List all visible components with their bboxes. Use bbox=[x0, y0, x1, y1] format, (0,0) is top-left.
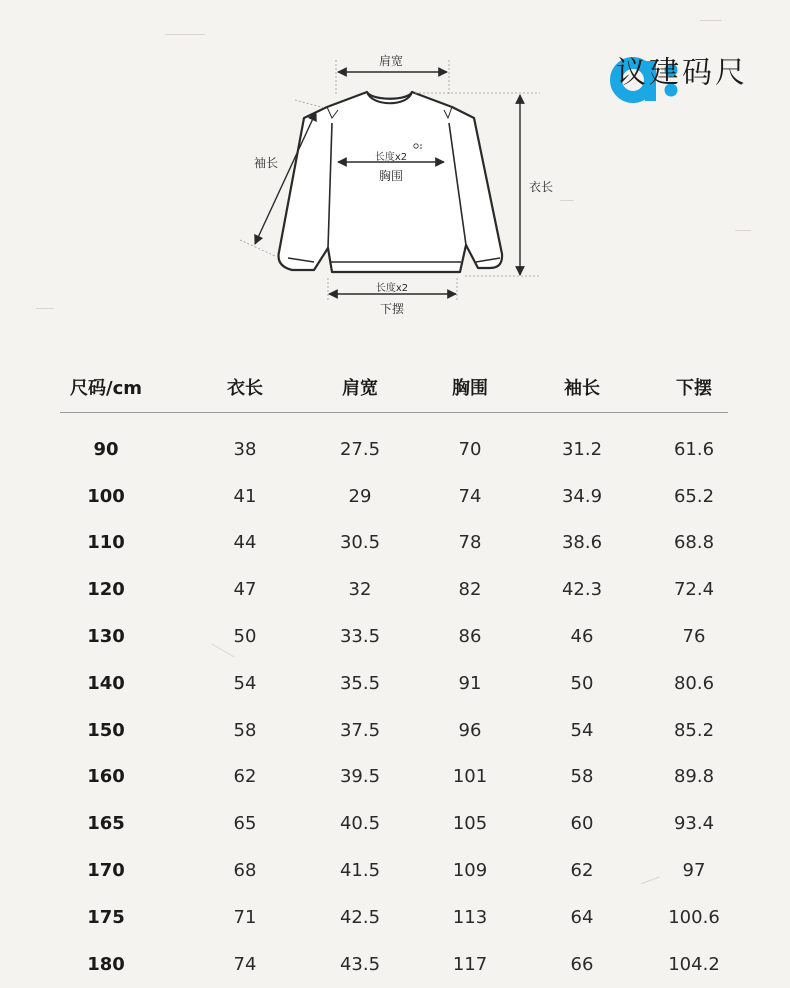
measurement-cell: 54 bbox=[570, 719, 594, 741]
table-row bbox=[60, 660, 728, 707]
measurement-cell: 74 bbox=[233, 953, 257, 975]
body-length-label: 衣长 bbox=[528, 180, 554, 194]
size-cell: 175 bbox=[87, 906, 125, 928]
column-header: 袖长 bbox=[564, 378, 600, 399]
table-body bbox=[60, 413, 728, 988]
table-row bbox=[60, 613, 728, 660]
size-cell: 120 bbox=[87, 579, 125, 601]
column-header: 下摆 bbox=[676, 378, 712, 399]
measurement-cell: 97 bbox=[682, 860, 706, 882]
size-cell: 90 bbox=[93, 438, 119, 460]
measurement-cell: 34.9 bbox=[561, 485, 603, 507]
measurement-cell: 27.5 bbox=[339, 438, 381, 460]
measurement-cell: 40.5 bbox=[339, 813, 381, 835]
column-header: 肩宽 bbox=[342, 378, 378, 399]
measurement-cell: 68.8 bbox=[673, 532, 715, 554]
measurement-cell: 85.2 bbox=[673, 719, 715, 741]
measurement-cell: 72.4 bbox=[673, 579, 715, 601]
chest-multiplier-note: 长度x2 bbox=[374, 152, 408, 163]
size-cell: 180 bbox=[87, 953, 125, 975]
measurement-cell: 58 bbox=[233, 719, 257, 741]
hem-label: 下摆 bbox=[379, 302, 405, 316]
size-cell: 140 bbox=[87, 672, 125, 694]
measurement-cell: 117 bbox=[452, 953, 488, 975]
table-row bbox=[60, 566, 728, 613]
table-row bbox=[60, 847, 728, 894]
table-row bbox=[60, 800, 728, 847]
measurement-cell: 42.3 bbox=[561, 579, 603, 601]
measurement-cell: 80.6 bbox=[673, 672, 715, 694]
measurement-cell: 32 bbox=[348, 579, 372, 601]
measurement-cell: 78 bbox=[458, 532, 482, 554]
measurement-cell: 38 bbox=[233, 438, 257, 460]
chest-label: 胸围 bbox=[378, 169, 404, 183]
measurement-cell: 68 bbox=[233, 860, 257, 882]
measurement-cell: 60 bbox=[570, 813, 594, 835]
size-guide-title: 尺码建议 bbox=[610, 56, 744, 87]
column-header: 衣长 bbox=[227, 378, 263, 399]
measurement-cell: 44 bbox=[233, 532, 257, 554]
measurement-cell: 76 bbox=[682, 626, 706, 648]
measurement-cell: 47 bbox=[233, 579, 257, 601]
measurement-cell: 105 bbox=[452, 813, 488, 835]
measurement-cell: 50 bbox=[233, 626, 257, 648]
size-cell: 150 bbox=[87, 719, 125, 741]
measurement-cell: 31.2 bbox=[561, 438, 603, 460]
size-cell: 170 bbox=[87, 860, 125, 882]
measurement-cell: 62 bbox=[233, 766, 257, 788]
table-row bbox=[60, 941, 728, 988]
measurement-cell: 54 bbox=[233, 672, 257, 694]
measurement-cell: 41 bbox=[233, 485, 257, 507]
sleeve-length-label: 袖长 bbox=[253, 156, 279, 170]
measurement-cell: 62 bbox=[570, 860, 594, 882]
table-row bbox=[60, 473, 728, 520]
measurement-cell: 37.5 bbox=[339, 719, 381, 741]
hem-multiplier-note: 长度x2 bbox=[375, 283, 409, 294]
measurement-cell: 46 bbox=[570, 626, 594, 648]
measurement-cell: 65.2 bbox=[673, 485, 715, 507]
measurement-cell: 64 bbox=[570, 906, 594, 928]
table-row bbox=[60, 426, 728, 473]
measurement-cell: 86 bbox=[458, 626, 482, 648]
measurement-cell: 71 bbox=[233, 906, 257, 928]
measurement-cell: 39.5 bbox=[339, 766, 381, 788]
measurement-cell: 109 bbox=[452, 860, 488, 882]
measurement-cell: 35.5 bbox=[339, 672, 381, 694]
shoulder-width-label: 肩宽 bbox=[378, 54, 404, 68]
size-table bbox=[60, 362, 728, 988]
table-row bbox=[60, 707, 728, 754]
measurement-cell: 43.5 bbox=[339, 953, 381, 975]
size-cell: 130 bbox=[87, 626, 125, 648]
size-cell: 165 bbox=[87, 813, 125, 835]
measurement-cell: 41.5 bbox=[339, 860, 381, 882]
size-cell: 160 bbox=[87, 766, 125, 788]
measurement-cell: 91 bbox=[458, 672, 482, 694]
measurement-cell: 58 bbox=[570, 766, 594, 788]
measurement-cell: 38.6 bbox=[561, 532, 603, 554]
garment-diagram bbox=[0, 0, 790, 330]
measurement-cell: 96 bbox=[458, 719, 482, 741]
measurement-cell: 82 bbox=[458, 579, 482, 601]
column-header: 尺码/cm bbox=[70, 378, 142, 399]
measurement-cell: 33.5 bbox=[339, 626, 381, 648]
table-row bbox=[60, 754, 728, 801]
measurement-cell: 74 bbox=[458, 485, 482, 507]
measurement-cell: 29 bbox=[348, 485, 372, 507]
column-header: 胸围 bbox=[452, 378, 488, 399]
measurement-cell: 65 bbox=[233, 813, 257, 835]
measurement-cell: 61.6 bbox=[673, 438, 715, 460]
size-cell: 100 bbox=[87, 485, 125, 507]
measurement-cell: 100.6 bbox=[668, 906, 720, 928]
measurement-cell: 104.2 bbox=[668, 953, 720, 975]
measurement-cell: 70 bbox=[458, 438, 482, 460]
table-row bbox=[60, 894, 728, 941]
table-header bbox=[60, 362, 728, 413]
measurement-cell: 89.8 bbox=[673, 766, 715, 788]
size-cell: 110 bbox=[87, 532, 125, 554]
measurement-cell: 101 bbox=[452, 766, 488, 788]
table-row bbox=[60, 520, 728, 567]
measurement-cell: 30.5 bbox=[339, 532, 381, 554]
measurement-cell: 66 bbox=[570, 953, 594, 975]
measurement-cell: 42.5 bbox=[339, 906, 381, 928]
measurement-cell: 50 bbox=[570, 672, 594, 694]
measurement-cell: 93.4 bbox=[673, 813, 715, 835]
measurement-cell: 113 bbox=[452, 906, 488, 928]
